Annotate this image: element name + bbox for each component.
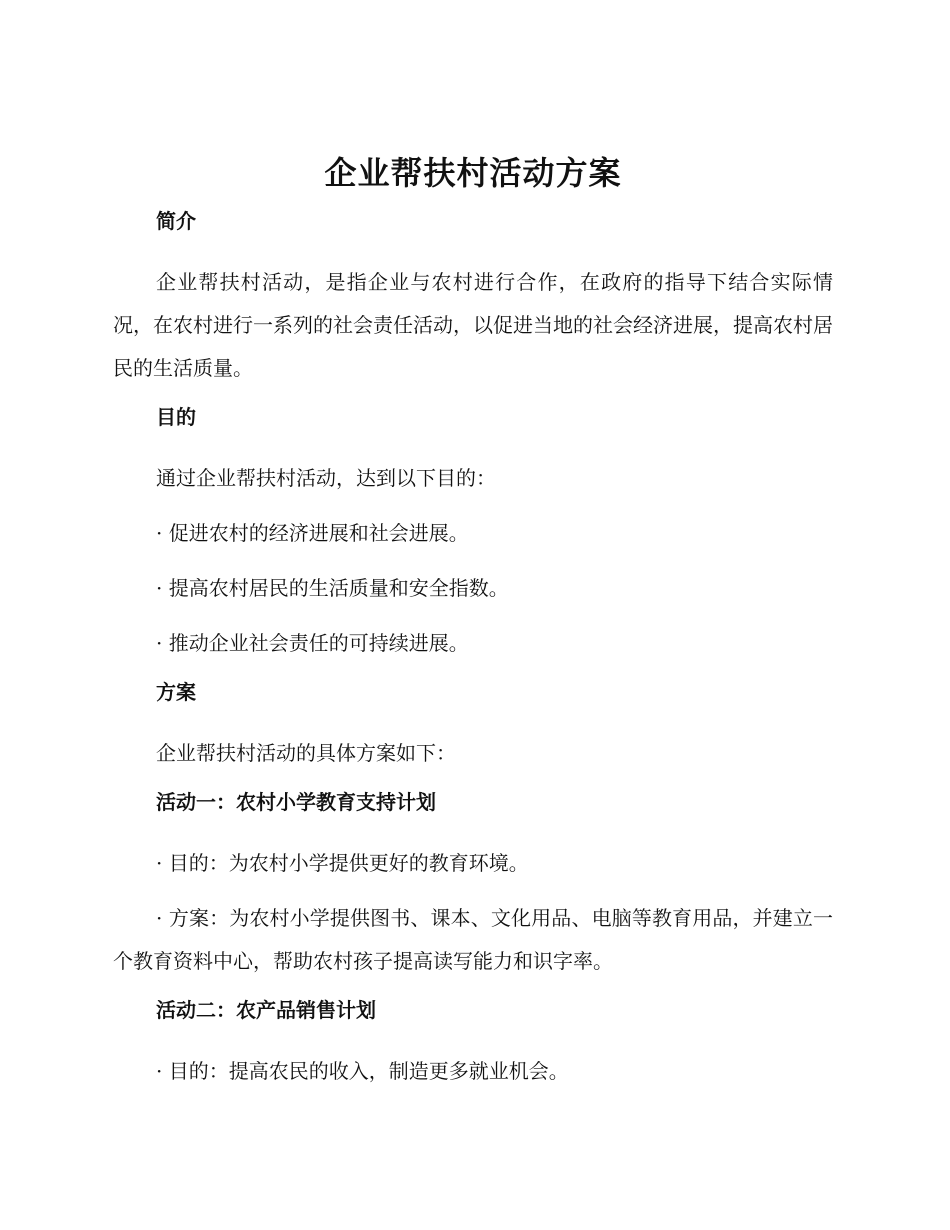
goal-item: · 促进农村的经济进展和社会进展。 — [156, 521, 469, 545]
intro-paragraph: 企业帮扶村活动，是指企业与农村进行合作，在政府的指导下结合实际情况，在农村进行一系列的社会责任活动，以促进当地的社会经济进展，提高农村居民的生活质量。 — [113, 270, 833, 380]
section-heading-plan: 方案 — [156, 680, 196, 704]
section-heading-goal: 目的 — [156, 405, 196, 429]
document-title: 企业帮扶村活动方案 — [324, 154, 622, 192]
plan-lead-paragraph: 企业帮扶村活动的具体方案如下： — [156, 741, 456, 765]
goal-lead-paragraph: 通过企业帮扶村活动，达到以下目的： — [156, 466, 496, 490]
activity-two-goal: · 目的：提高农民的收入，制造更多就业机会。 — [156, 1059, 569, 1083]
activity-one-heading: 活动一：农村小学教育支持计划 — [156, 790, 436, 814]
goal-item: · 提高农村居民的生活质量和安全指数。 — [156, 576, 509, 600]
goal-item: · 推动企业社会责任的可持续进展。 — [156, 631, 469, 655]
document-content — [113, 150, 833, 1105]
section-heading-intro: 简介 — [156, 209, 196, 233]
activity-one-goal: · 目的：为农村小学提供更好的教育环境。 — [156, 851, 529, 875]
activity-two-heading: 活动二：农产品销售计划 — [156, 998, 376, 1022]
activity-one-plan: · 方案：为农村小学提供图书、课本、文化用品、电脑等教育用品，并建立一个教育资料中心，帮助农村孩子提高读写能力和识字率。 — [113, 906, 833, 973]
